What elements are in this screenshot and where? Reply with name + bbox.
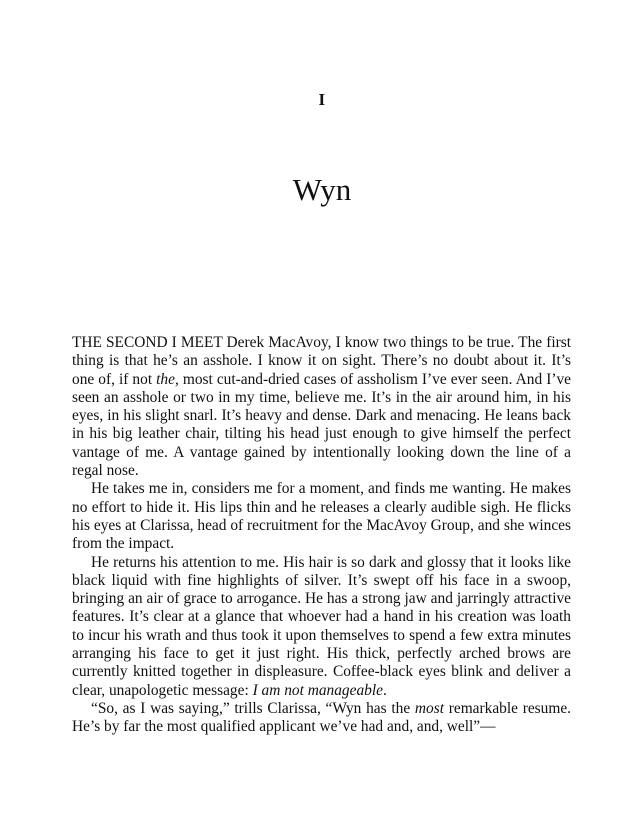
paragraph-3-end: . — [382, 681, 387, 699]
paragraph-3-text: He returns his attention to me. His hair is so dark and glossy that it looks like black liquid with fine highlights of silver. It’s swept off his face in a swoop, bringing an air of grace to arrogance. He has a strong jaw and jarringly attractive features. It’s clear at a glance that whoever had a hand in his creation was loath to incur his wrath and thus took it upon themselves to spend a few extra minutes arranging his face to get it just right. His thick, perfectly arched brows are currently knitted together in displeasure. Coffee-black eyes blink and deliver a clear, unapologetic message: — [72, 553, 571, 699]
chapter-body — [72, 334, 571, 737]
paragraph-3-emphasis: I am not manageable — [252, 681, 383, 699]
paragraph-4-emphasis: most — [414, 699, 444, 717]
paragraph-1-emphasis: the, — [156, 370, 179, 388]
paragraph-1-text-b: most cut-and-dried cases of assholism I’ve ever seen. And I’ve seen an asshole or two in my time, believe me. It’s in the air around him, in his eyes, in his slight snarl. It’s heavy and dense. Dark and menacing. He leans back in his big leather chair, tilting his head just enough to give himself the perfect vantage of me. A vantage gained by intentionally looking down the line of a regal nose. — [72, 370, 571, 480]
paragraph-3 — [72, 554, 571, 700]
paragraph-4-text-a: “So, as I was saying,” trills Clarissa, “Wyn has the — [91, 699, 415, 717]
paragraph-4-text-b: remarkable resume. He’s by far the most qualified applicant we’ve had and, and, well”— — [72, 699, 571, 736]
paragraph-1 — [72, 334, 571, 480]
paragraph-4 — [72, 700, 571, 737]
paragraph-1-text-a: THE SECOND I MEET Derek MacAvoy, I know two things to be true. The first thing is that he’s an asshole. I know it on sight. There’s no doubt about it. It’s one of, if not — [72, 334, 571, 388]
paragraph-2: He takes me in, considers me for a moment, and finds me wanting. He makes no effort to hide it. His lips thin and he releases a clearly audible sigh. He flicks his eyes at Clarissa, head of recruitment for the MacAvoy Group, and she winces from the impact. — [72, 480, 571, 553]
chapter-title: Wyn — [292, 172, 352, 207]
chapter-number: I — [318, 90, 326, 109]
